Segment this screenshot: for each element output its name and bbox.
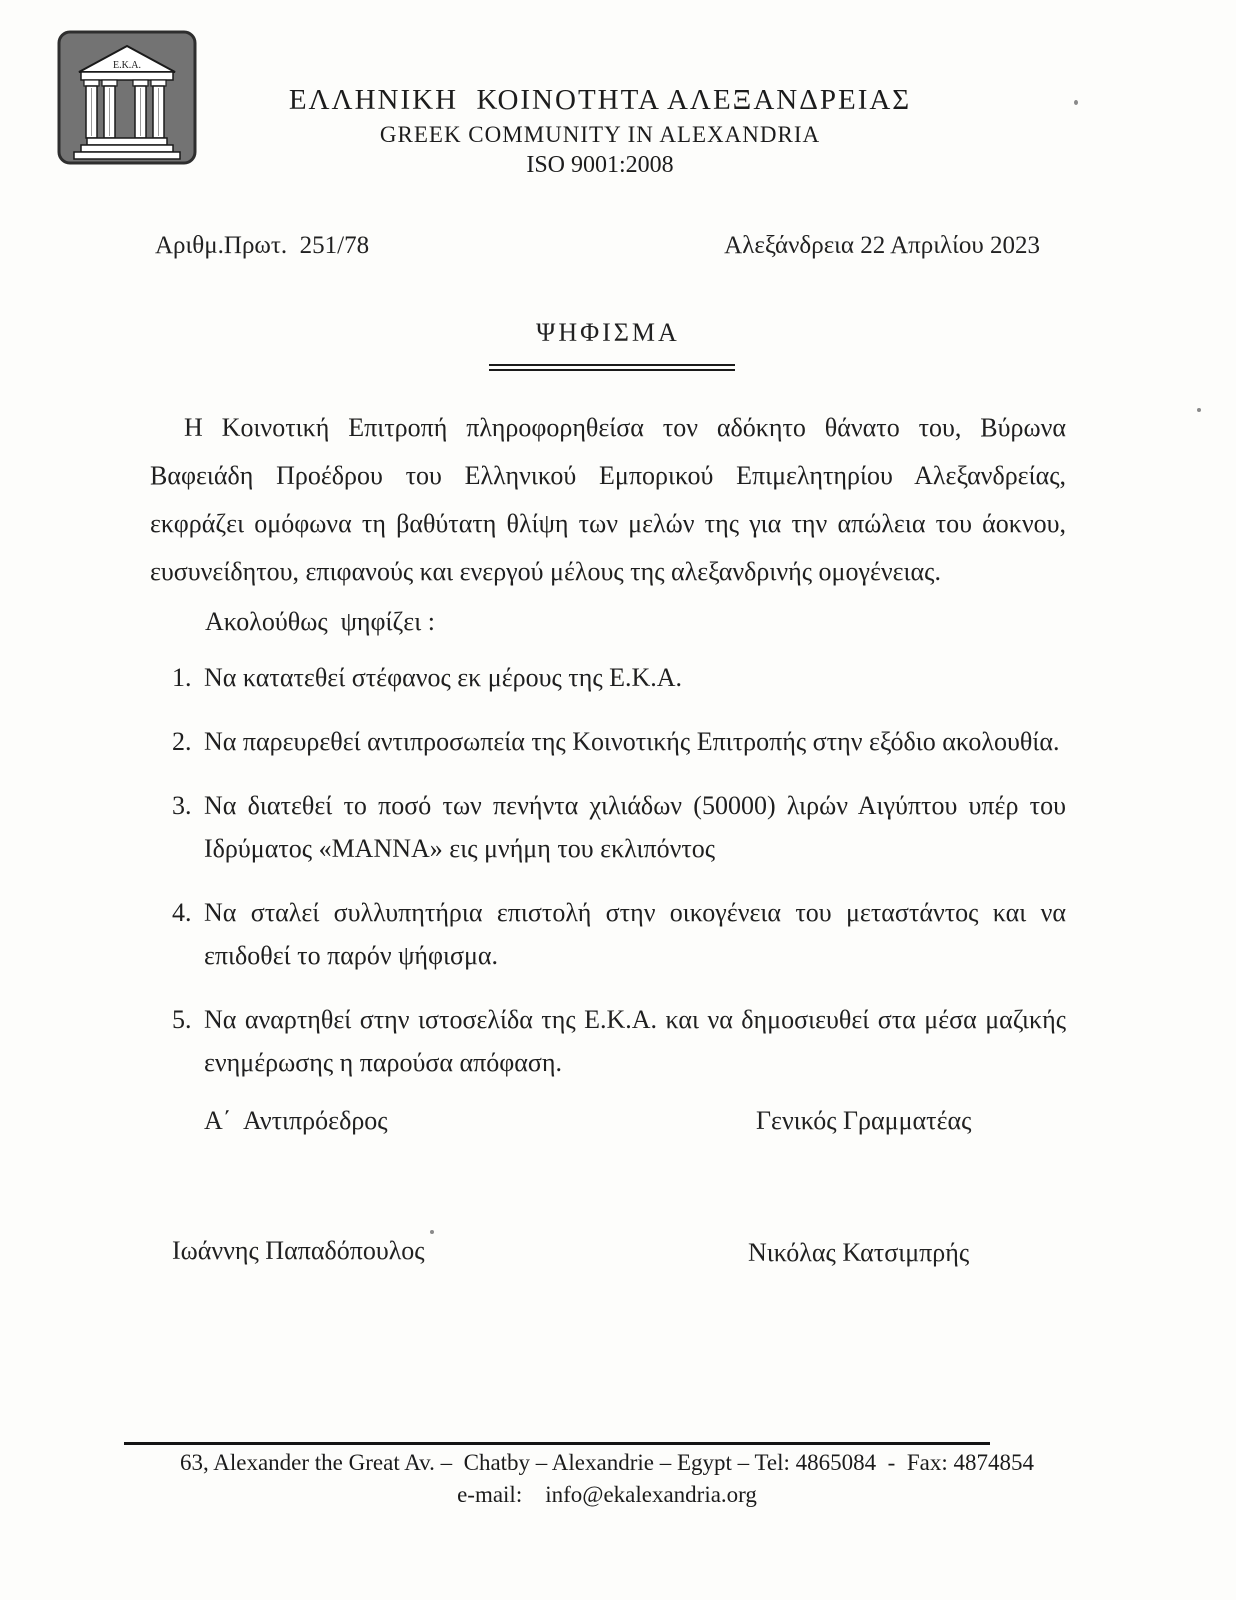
resolution-item <box>150 720 1066 763</box>
item-number: 2. <box>172 727 192 756</box>
resolves-label: Ακολούθως ψηφίζει : <box>205 607 435 636</box>
item-text: Να σταλεί συλλυπητήρια επιστολή στην οικογένεια του μεταστάντος και να επιδοθεί το παρόν ψήφισμα. <box>204 898 1066 970</box>
resolution-item <box>150 656 1066 699</box>
item-text: Να διατεθεί το ποσό των πενήντα χιλιάδων (50000) λιρών Αιγύπτου υπέρ του Ιδρύματος «ΜΑΝΝΑ» εις μνήμη του εκλιπόντος <box>204 791 1066 863</box>
resolution-item <box>150 891 1066 977</box>
footer-email-line: e-mail: info@ekalexandria.org <box>457 1482 757 1507</box>
scan-speck <box>1197 408 1201 412</box>
organization-title-english: GREEK COMMUNITY IN ALEXANDRIA <box>379 122 821 147</box>
item-text: Να κατατεθεί στέφανος εκ μέρους της Ε.Κ.Α. <box>204 663 683 692</box>
scan-speck <box>1074 100 1078 105</box>
item-number: 3. <box>172 791 192 820</box>
letterhead <box>160 84 1040 179</box>
item-text: Να αναρτηθεί στην ιστοσελίδα της Ε.Κ.Α. και να δημοσιευθεί στα μέσα μαζικής ενημέρωσης η παρούσα απόφαση. <box>204 1005 1066 1077</box>
scan-speck <box>430 1230 434 1234</box>
item-text: Να παρευρεθεί αντιπροσωπεία της Κοινοτικής Επιτροπής στην εξόδιο ακολουθία. <box>204 727 1060 756</box>
footer-rule <box>124 1442 990 1445</box>
item-number: 5. <box>172 1005 192 1034</box>
signature-name-vice-president: Ιωάννης Παπαδόπουλος <box>172 1236 425 1265</box>
document-title: ΨΗΦΙΣΜΑ <box>536 318 680 347</box>
title-double-rule <box>489 364 735 371</box>
place-and-date: Αλεξάνδρεια 22 Απριλίου 2023 <box>724 232 1040 259</box>
meta-row <box>155 232 1040 260</box>
resolution-list <box>150 656 1066 1084</box>
resolution-item <box>150 784 1066 870</box>
organization-title-greek: ΕΛΛΗΝΙΚΗ ΚΟΙΝΟΤΗΤΑ ΑΛΕΞΑΝΔΡΕΙΑΣ <box>288 84 912 116</box>
document-body <box>150 404 1066 1105</box>
item-number: 4. <box>172 898 192 927</box>
footer <box>137 1450 1077 1508</box>
signature-role-vice-president: Α΄ Αντιπρόεδρος <box>204 1106 388 1135</box>
item-number: 1. <box>172 663 192 692</box>
signature-name-general-secretary: Νικόλας Κατσιμπρής <box>748 1238 970 1267</box>
iso-certification-label: ISO 9001:2008 <box>526 152 674 178</box>
intro-paragraph: Η Κοινοτική Επιτροπή πληροφορηθείσα τον αδόκητο θάνατο του, Βύρωνα Βαφειάδη Προέδρου του Ελληνικού Εμπορικού Επιμελητηρίου Αλεξανδρείας, εκφράζει ομόφωνα τη βαθύτατη θλίψη των μελών της για την απώλεια του άοκνου, ευσυνείδητου, επιφανούς και ενεργού μέλους της αλεξανδρινής ομογένειας. <box>150 413 1066 586</box>
logo-acronym-text: Ε.Κ.Α. <box>112 60 142 71</box>
footer-address-line: 63, Alexander the Great Av. – Chatby – Alexandrie – Egypt – Tel: 4865084 - Fax: 4874854 <box>180 1450 1034 1475</box>
protocol-number: Αριθμ.Πρωτ. 251/78 <box>155 232 370 259</box>
resolution-item <box>150 998 1066 1084</box>
signature-role-general-secretary: Γενικός Γραμματέας <box>756 1106 972 1135</box>
